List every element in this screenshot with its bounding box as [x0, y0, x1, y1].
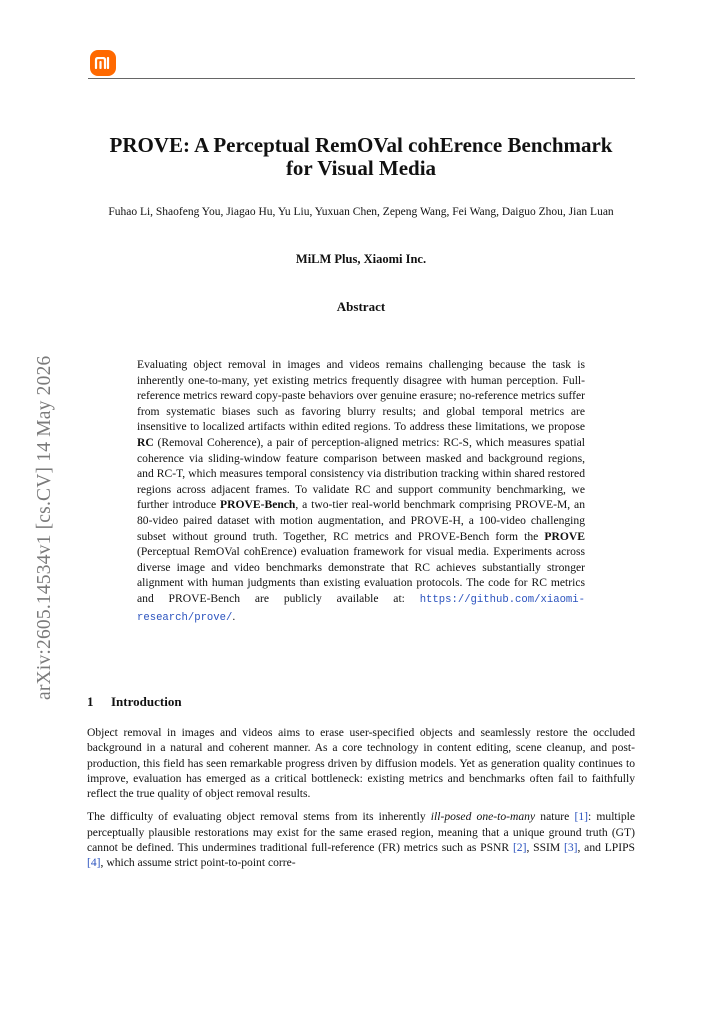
title-line-1: PROVE: A Perceptual RemOVal cohErence Benchmark — [109, 133, 613, 157]
intro-text-c: : multiple perceptually plausible restorations may exist for the same erased region, meaning that a unique ground truth (GT) cannot be defined. This undermines traditional full-reference (FR) metrics such as PSNR — [87, 810, 636, 855]
intro-paragraph-1: Object removal in images and videos aims to erase user-specified objects and seamlessly restore the occluded background in a natural and coherent manner. As a core technology in content editing, scene cleanup, and post-production, this field has seen remarkable progress driven by diffusion models. Yet as generation quality continues to improve, evaluation has emerged as a critical bottleneck: existing metrics and benchmarks often fail to faithfully reflect the true quality of object removal results. — [87, 726, 635, 801]
affiliation: MiLM Plus, Xiaomi Inc. — [295, 252, 427, 266]
intro-text-f: , which assume strict point-to-point corre- — [100, 856, 296, 870]
abstract-prove: PROVE — [544, 529, 585, 543]
intro-text-b: nature — [535, 810, 575, 824]
intro-text-a: The difficulty of evaluating object removal stems from its inherently — [87, 810, 431, 824]
author-list: Fuhao Li, Shaofeng You, Jiagao Hu, Yu Liu, Yuxuan Chen, Zepeng Wang, Fei Wang, Daiguo Zhou, Jian Luan — [108, 206, 614, 218]
abstract-text-3: , a two-tier real-world benchmark comprising PROVE-M, an 80-video paired dataset with motion augmentation, and PROVE-H, a 100-video challenging subset without ground truth. Together, RC metrics and PROVE-Bench form the — [137, 498, 585, 543]
section-title: Introduction — [111, 694, 182, 709]
xiaomi-logo — [90, 50, 116, 76]
intro-emphasis: ill-posed one-to-many — [430, 810, 536, 824]
intro-text-e: , and LPIPS — [577, 841, 635, 855]
abstract-rc: RC — [137, 435, 154, 449]
introduction-body — [87, 725, 635, 879]
xiaomi-logo-icon — [94, 57, 112, 69]
abstract-prove-bench: PROVE-Bench — [220, 498, 296, 512]
paper-title — [86, 134, 636, 180]
citation-2[interactable]: [2] — [512, 841, 527, 855]
abstract-text-4: (Perceptual RemOVal cohErence) evaluation framework for visual media. Experiments across diverse image and video benchmarks demonstrate that RC achieves substantially stronger alignment with human judgments than existing evaluation protocols. The code for RC metrics and PROVE-Bench are publicly available at: — [137, 545, 585, 605]
intro-text-d: , SSIM — [526, 841, 564, 855]
section-number: 1 — [87, 694, 94, 709]
citation-3[interactable]: [3] — [563, 841, 578, 855]
header-rule — [88, 78, 635, 79]
abstract-text-2: (Removal Coherence), a pair of perception-aligned metrics: RC-S, which measures spatial coherence via sliding-window feature comparison between masked and background regions, and RC-T, which measures temporal consistency via distribution tracking within shared restored regions across adjacent frames. To validate RC and support community benchmarking, we further introduce — [137, 435, 585, 512]
section-heading-introduction — [87, 694, 182, 710]
citation-1[interactable]: [1] — [574, 810, 588, 824]
intro-paragraph-2 — [87, 809, 635, 870]
abstract-heading: Abstract — [336, 299, 386, 314]
arxiv-identifier: arXiv:2605.14534v1 [cs.CV] 14 May 2026 — [34, 355, 55, 700]
citation-4[interactable]: [4] — [87, 856, 101, 870]
abstract-text-1: Evaluating object removal in images and videos remains challenging because the task is inherently one-to-many, yet existing metrics frequently disagree with human perception. Full-reference metrics reward copy-paste behaviors over genuine erasure; no-reference metrics suffer from systematic biases such as favoring blurry results; and global temporal metrics are insensitive to localized artifacts within edited regions. To address these limitations, we propose — [137, 358, 585, 434]
abstract-end: . — [232, 609, 236, 623]
abstract-body — [137, 357, 585, 626]
github-link[interactable]: https://github.com/xiaomi-research/prove/ — [137, 593, 585, 624]
title-line-2: for Visual Media — [285, 156, 437, 180]
